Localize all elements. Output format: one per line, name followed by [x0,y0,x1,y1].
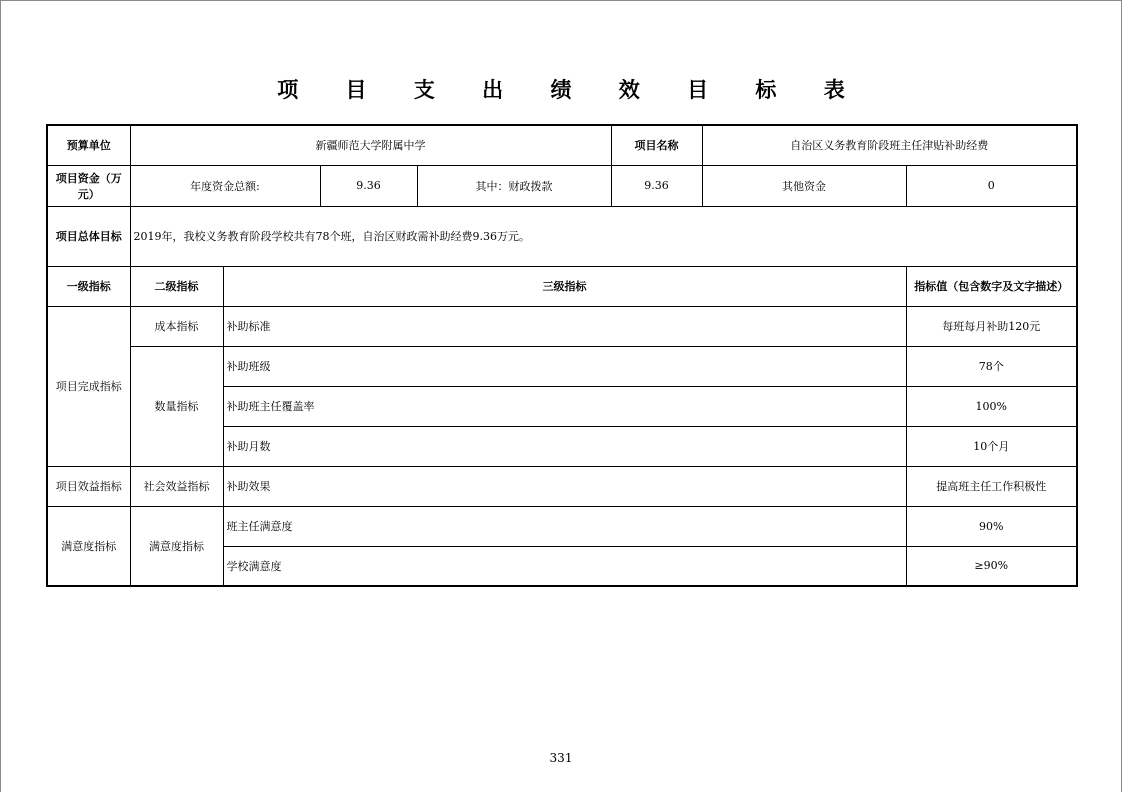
indicator-value: 78个 [906,346,1077,386]
value-header: 指标值（包含数字及文字描述） [906,266,1077,306]
goal-row [47,206,1077,266]
group-satisfaction: 满意度指标 [47,506,130,586]
indicator-value: 每班每月补助120元 [906,306,1077,346]
group-completion: 项目完成指标 [47,306,130,466]
project-name-label: 项目名称 [611,125,702,165]
table-row [47,346,1077,386]
indicator-name: 补助标准 [223,306,906,346]
other-funds-label: 其他资金 [702,165,906,206]
indicator-value: ≥90% [906,546,1077,586]
budget-unit-label: 预算单位 [47,125,130,165]
indicator-name: 班主任满意度 [223,506,906,546]
indicator-name: 学校满意度 [223,546,906,586]
funds-label: 项目资金（万元） [47,165,130,206]
goal-label: 项目总体目标 [47,206,130,266]
indicator-value: 90% [906,506,1077,546]
table-row [47,466,1077,506]
table-row [47,306,1077,346]
annual-total-label: 年度资金总额: [130,165,320,206]
performance-target-table [46,124,1078,587]
funds-row [47,165,1077,206]
table-row [47,506,1077,546]
indicator-name: 补助月数 [223,426,906,466]
fiscal-value: 9.36 [611,165,702,206]
goal-text: 2019年，我校义务教育阶段学校共有78个班，自治区财政需补助经费9.36万元。 [130,206,1077,266]
fiscal-label: 其中：财政拨款 [417,165,611,206]
level2-satisfaction: 满意度指标 [130,506,223,586]
indicator-name: 补助班主任覆盖率 [223,386,906,426]
level1-header: 一级指标 [47,266,130,306]
level2-cost: 成本指标 [130,306,223,346]
indicator-name: 补助效果 [223,466,906,506]
project-name-value: 自治区义务教育阶段班主任津贴补助经费 [702,125,1077,165]
level2-header: 二级指标 [130,266,223,306]
level2-social-benefit: 社会效益指标 [130,466,223,506]
indicator-value: 10个月 [906,426,1077,466]
header-row [47,125,1077,165]
column-header-row [47,266,1077,306]
annual-total-value: 9.36 [320,165,417,206]
indicator-name: 补助班级 [223,346,906,386]
indicator-value: 100% [906,386,1077,426]
budget-unit-value: 新疆师范大学附属中学 [130,125,611,165]
level3-header: 三级指标 [223,266,906,306]
level2-quantity: 数量指标 [130,346,223,466]
page-title: 项 目 支 出 绩 效 目 标 表 [277,78,865,102]
page-number: 331 [549,751,573,765]
other-funds-value: 0 [906,165,1077,206]
group-benefit: 项目效益指标 [47,466,130,506]
indicator-value: 提高班主任工作积极性 [906,466,1077,506]
